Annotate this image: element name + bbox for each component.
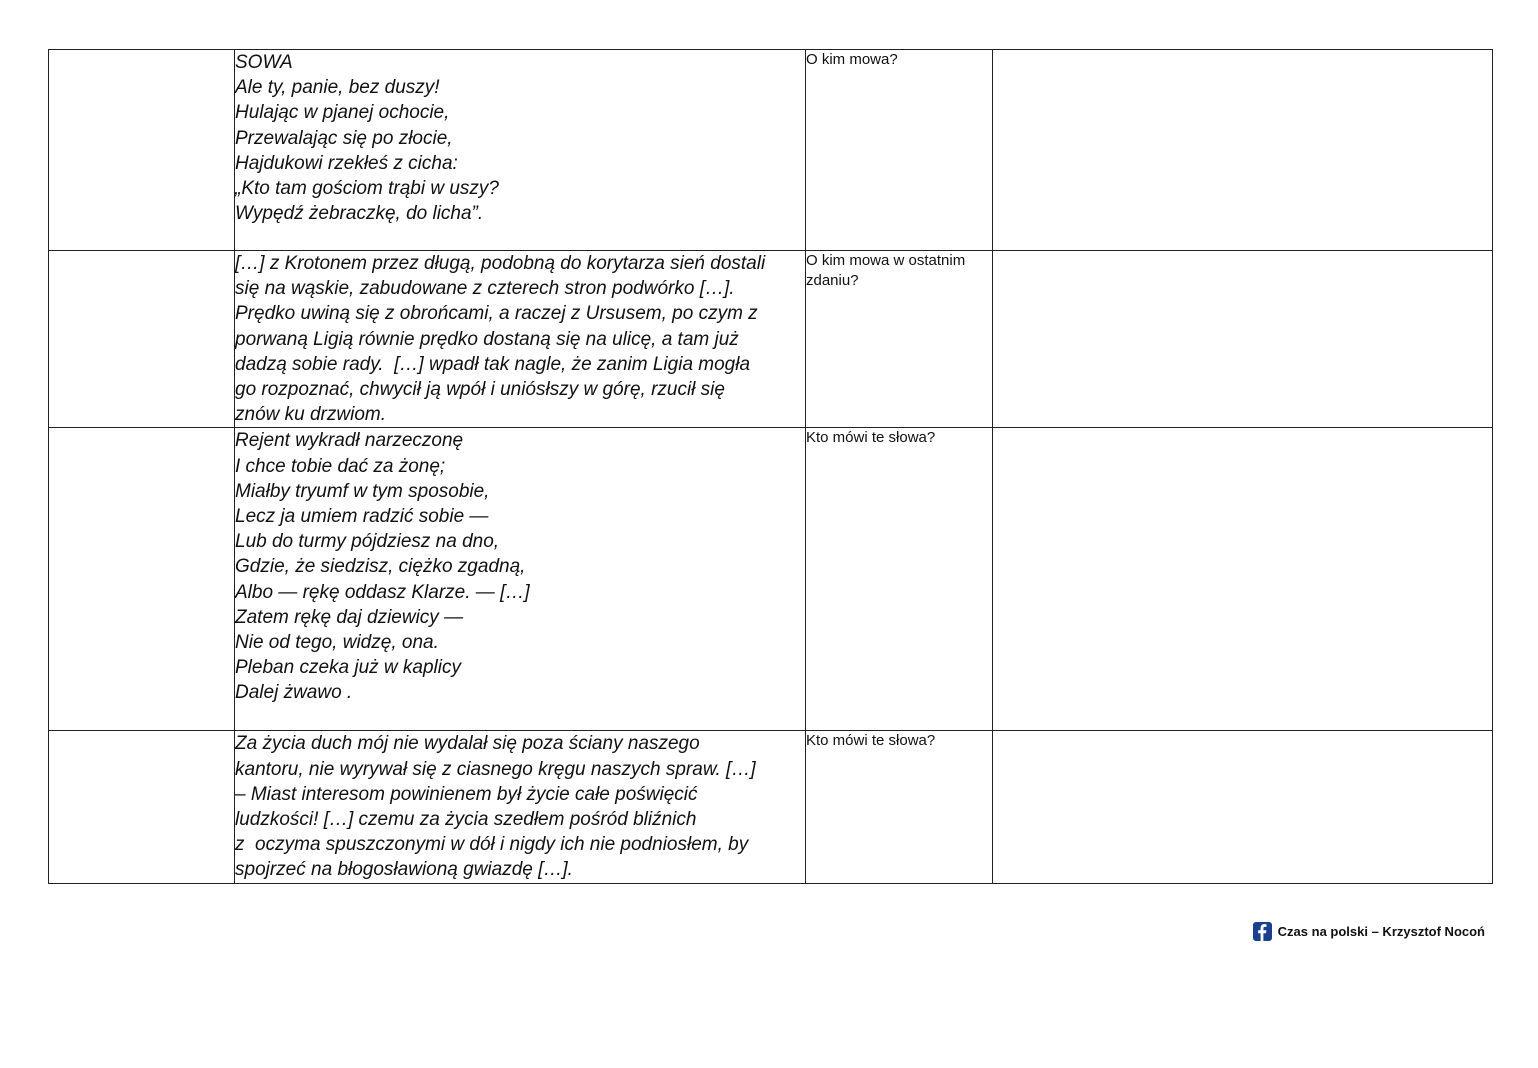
- answer-cell[interactable]: [993, 50, 1493, 251]
- quote-line: I chce tobie dać za żonę;: [235, 455, 446, 477]
- question-cell: Kto mówi te słowa?: [806, 428, 993, 731]
- quote-line: spojrzeć na błogosławioną gwiazdę […].: [235, 859, 573, 881]
- footer-text[interactable]: Czas na polski – Krzysztof Nocoń: [1277, 924, 1485, 939]
- table-row: [49, 50, 1493, 251]
- quote-line: ludzkości! […] czemu za życia szedłem pośród bliźnich: [235, 809, 697, 831]
- quote-line: Ale ty, panie, bez duszy!: [235, 77, 440, 99]
- quote-line: Za życia duch mój nie wydalał się poza ściany naszego: [235, 733, 700, 755]
- quote-cell: [235, 50, 806, 251]
- quote-line: znów ku drzwiom.: [235, 404, 386, 426]
- quote-line: z oczyma spuszczonymi w dół i nigdy ich nie podniosłem, by: [235, 834, 749, 856]
- quote-cell: [235, 428, 806, 731]
- blank-cell: [49, 251, 235, 428]
- quote-line: go rozpoznać, chwycił ją wpół i uniósłszy w górę, rzucił się: [235, 379, 725, 401]
- quote-line: Gdzie, że siedzisz, ciężko zgadną,: [235, 556, 526, 578]
- answer-cell[interactable]: [993, 251, 1493, 428]
- table-row: [49, 428, 1493, 731]
- quote-line: Lecz ja umiem radzić sobie —: [235, 506, 489, 528]
- facebook-icon[interactable]: [1253, 922, 1272, 941]
- quote-line: Hajdukowi rzekłeś z cicha:: [235, 152, 458, 174]
- quote-cell: [235, 731, 806, 883]
- quote-line: Miałby tryumf w tym sposobie,: [235, 480, 490, 502]
- table-row: [49, 731, 1493, 883]
- quote-line: SOWA: [235, 52, 293, 73]
- quote-line: dadzą sobie rady. […] wpadł tak nagle, że zanim Ligia mogła: [235, 353, 751, 375]
- quote-line: Zatem rękę daj dziewicy —: [235, 606, 464, 628]
- quote-line: porwaną Ligią równie prędko dostaną się na ulicę, a tam już: [235, 328, 739, 350]
- quote-line: Przewalając się po złocie,: [235, 127, 453, 149]
- worksheet-table: [48, 49, 1493, 884]
- quote-line: Rejent wykradł narzeczonę: [235, 430, 464, 452]
- question-cell: O kim mowa?: [806, 50, 993, 251]
- footer-credit: [1253, 922, 1485, 941]
- question-cell: O kim mowa w ostatnim zdaniu?: [806, 251, 993, 428]
- table-row: [49, 251, 1493, 428]
- quote-line: – Miast interesom powinienem był życie całe poświęcić: [235, 783, 698, 805]
- blank-cell: [49, 50, 235, 251]
- quote-line: Albo — rękę oddasz Klarze. — […]: [235, 581, 530, 603]
- quote-line: Wypędź żebraczkę, do licha”.: [235, 203, 484, 225]
- question-cell: Kto mówi te słowa?: [806, 731, 993, 883]
- quote-line: […] z Krotonem przez długą, podobną do korytarza sień dostali: [235, 253, 766, 274]
- answer-cell[interactable]: [993, 428, 1493, 731]
- quote-line: „Kto tam gościom trąbi w uszy?: [235, 178, 499, 200]
- quote-line: Prędko uwiną się z obrońcami, a raczej z Ursusem, po czym z: [235, 303, 758, 325]
- quote-line: Dalej żwawo .: [235, 682, 353, 704]
- quote-line: Nie od tego, widzę, ona.: [235, 632, 439, 654]
- answer-cell[interactable]: [993, 731, 1493, 883]
- quote-line: kantoru, nie wyrywał się z ciasnego kręgu naszych spraw. […]: [235, 758, 756, 780]
- blank-cell: [49, 428, 235, 731]
- blank-cell: [49, 731, 235, 883]
- quote-cell: [235, 251, 806, 428]
- quote-line: się na wąskie, zabudowane z czterech stron podwórko […].: [235, 278, 735, 300]
- quote-line: Lub do turmy pójdziesz na dno,: [235, 531, 500, 553]
- quote-line: Hulając w pjanej ochocie,: [235, 102, 450, 124]
- quote-line: Pleban czeka już w kaplicy: [235, 657, 461, 679]
